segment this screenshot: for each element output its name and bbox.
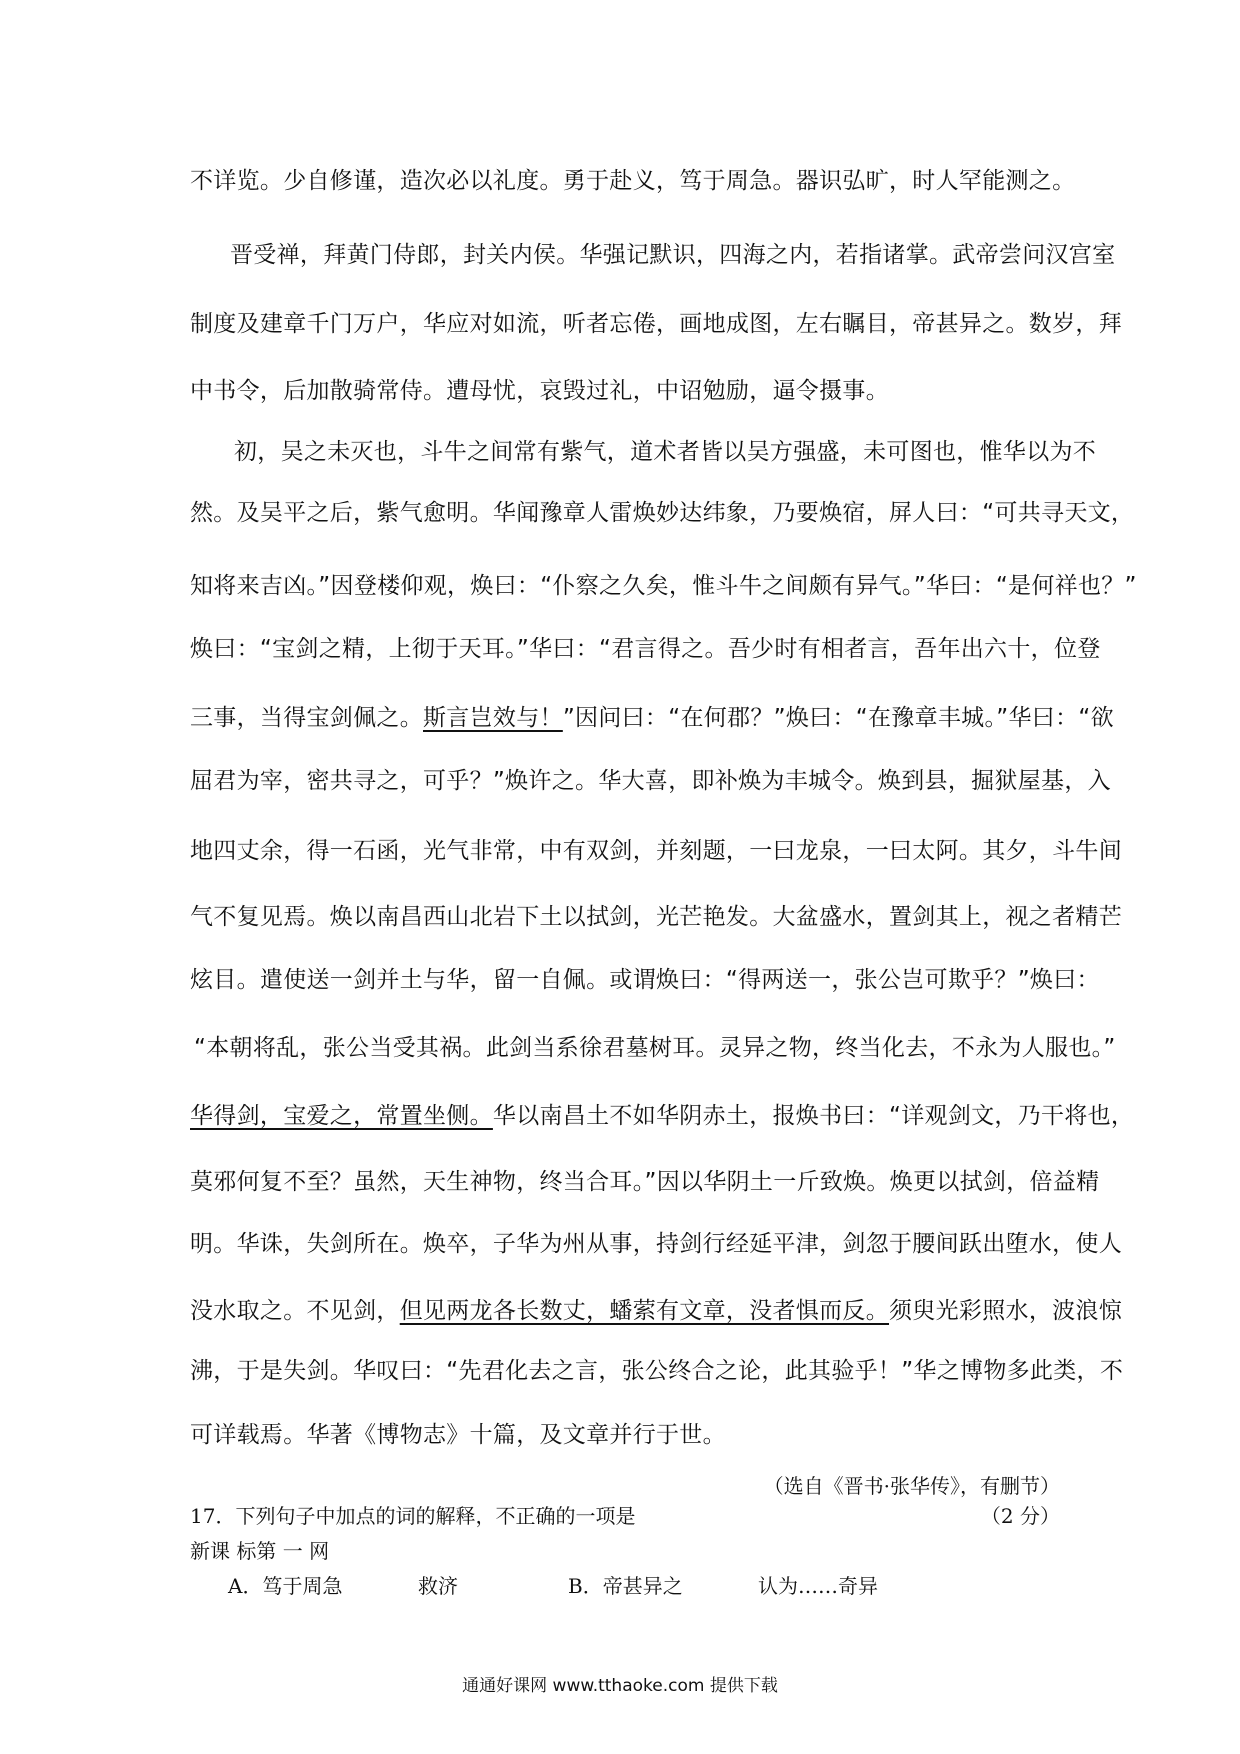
underlined-sentence: 华得剑，宝爱之，常置坐侧。 bbox=[190, 1103, 493, 1129]
passage-line: 知将来吉凶。”因登楼仰观，焕曰：“仆察之久矣，惟斗牛之间颇有异气。”华曰：“是何祥也？” bbox=[190, 573, 1137, 599]
passage-line: 然。及吴平之后，紫气愈明。华闻豫章人雷焕妙达纬象，乃要焕宿，屏人曰：“可共寻天文， bbox=[190, 500, 1135, 526]
question-text: 17．下列句子中加点的词的解释，不正确的一项是 bbox=[190, 1504, 636, 1528]
site-watermark-line: 新课 标第 一 网 bbox=[190, 1539, 330, 1563]
question-score: （2 分） bbox=[980, 1504, 1060, 1528]
passage-line: “本朝将乱，张公当受其祸。此剑当系徐君墓树耳。灵异之物，终当化去，不永为人服也。” bbox=[194, 1035, 1116, 1061]
passage-line: 不详览。少自修谨，造次必以礼度。勇于赴义，笃于周急。器识弘旷，时人罕能测之。 bbox=[190, 168, 1076, 194]
passage-line: 屈君为宰，密共寻之，可乎？”焕许之。华大喜，即补焕为丰城令。焕到县，掘狱屋基，入 bbox=[190, 768, 1111, 794]
passage-text: 没水取之。不见剑， bbox=[190, 1298, 400, 1324]
passage-text: ”因问曰：“在何郡？”焕曰：“在豫章丰城。”华曰：“欲 bbox=[562, 705, 1114, 731]
option-b-label: B．帝甚异之 bbox=[568, 1574, 683, 1598]
passage-line: 晋受禅，拜黄门侍郎，封关内侯。华强记默识，四海之内，若指诸掌。武帝尝问汉宫室 bbox=[230, 242, 1116, 268]
passage-line: 中书令，后加散骑常侍。遭母忧，哀毁过礼，中诏勉励，逼令摄事。 bbox=[190, 378, 889, 404]
passage-line: 炫目。遣使送一剑并土与华，留一自佩。或谓焕曰：“得两送一，张公岂可欺乎？”焕曰： bbox=[190, 967, 1100, 993]
passage-line: 气不复见焉。焕以南昌西山北岩下土以拭剑，光芒艳发。大盆盛水，置剑其上，视之者精芒 bbox=[190, 904, 1122, 930]
passage-text: 三事，当得宝剑佩之。 bbox=[190, 705, 423, 731]
question-17 bbox=[190, 1500, 1060, 1529]
passage-line: 明。华诛，失剑所在。焕卒，子华为州从事，持剑行经延平津，剑忽于腰间跃出堕水，使人 bbox=[190, 1231, 1122, 1257]
option-a-gloss: 救济 bbox=[418, 1574, 458, 1598]
underlined-sentence: 斯言岂效与！ bbox=[423, 705, 563, 731]
passage-line: 焕曰：“宝剑之精，上彻于天耳。”华曰：“君言得之。吾少时有相者言，吾年出六十，位登 bbox=[190, 636, 1101, 662]
underlined-sentence: 但见两龙各长数丈，蟠萦有文章，没者惧而反。 bbox=[399, 1298, 890, 1324]
option-b-gloss: 认为……奇异 bbox=[758, 1574, 878, 1598]
source-citation: （选自《晋书·张华传》，有删节） bbox=[763, 1474, 1060, 1498]
passage-text: 华以南昌土不如华阴赤土，报焕书曰：“详观剑文，乃干将也， bbox=[492, 1103, 1135, 1129]
option-a-label: A．笃于周急 bbox=[228, 1574, 343, 1598]
passage-line bbox=[190, 1097, 1134, 1130]
passage-line: 沸，于是失剑。华叹曰：“先君化去之言，张公终合之论，此其验乎！”华之博物多此类，不 bbox=[190, 1358, 1124, 1384]
passage-line: 可详载焉。华著《博物志》十篇，及文章并行于世。 bbox=[190, 1422, 726, 1448]
passage-line: 地四丈余，得一石函，光气非常，中有双剑，并刻题，一曰龙泉，一曰太阿。其夕，斗牛间 bbox=[190, 838, 1122, 864]
passage-line bbox=[190, 699, 1114, 732]
passage-line: 莫邪何复不至？虽然，天生神物，终当合耳。”因以华阴土一斤致焕。焕更以拭剑，倍益精 bbox=[190, 1169, 1100, 1195]
passage-text: 须臾光彩照水，波浪惊 bbox=[889, 1298, 1123, 1324]
passage-line: 制度及建章千门万户，华应对如流，听者忘倦，画地成图，左右瞩目，帝甚异之。数岁，拜 bbox=[190, 311, 1122, 337]
passage-line: 初，吴之未灭也，斗牛之间常有紫气，道术者皆以吴方强盛，未可图也，惟华以为不 bbox=[234, 439, 1097, 465]
passage-line bbox=[190, 1292, 1122, 1325]
page-footer: 通通好课网 www.tthaoke.com 提供下载 bbox=[462, 1676, 778, 1696]
